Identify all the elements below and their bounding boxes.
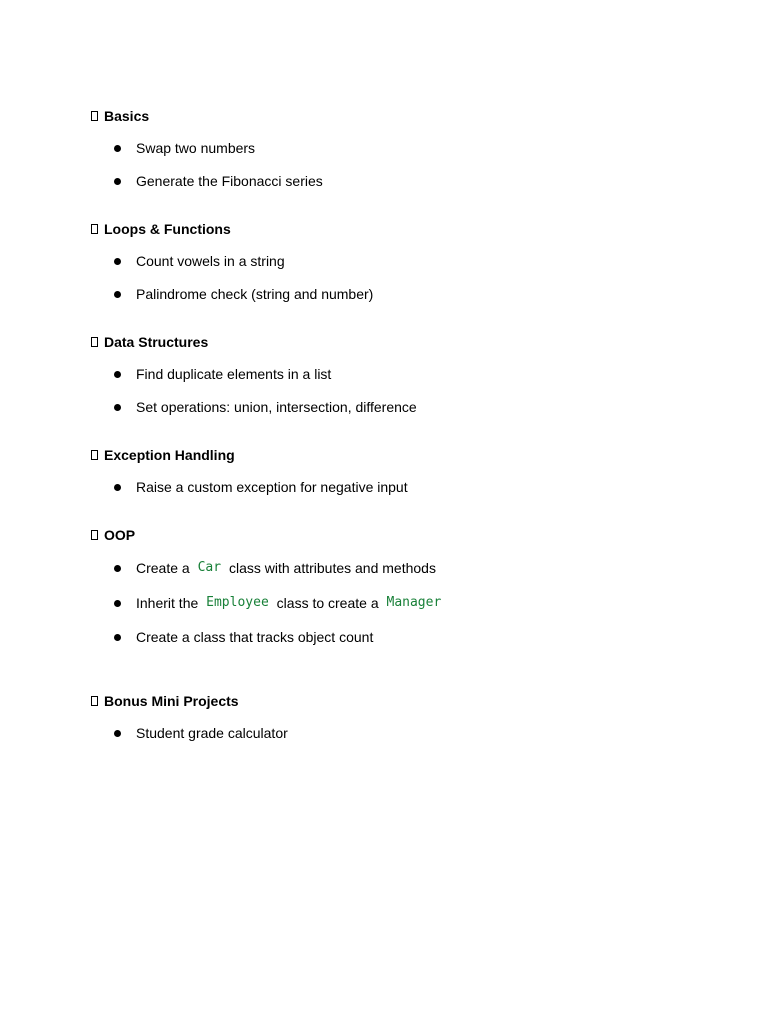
item-text: Inherit the — [136, 595, 203, 611]
list-item — [113, 397, 417, 417]
item-text: Count vowels in a string — [136, 253, 285, 269]
bullet-icon — [114, 404, 121, 411]
list-item — [113, 138, 255, 158]
section-title: Data Structures — [104, 334, 209, 350]
section-title: Bonus Mini Projects — [104, 693, 239, 709]
section-oop — [91, 525, 711, 645]
bullet-icon — [114, 484, 121, 491]
list-item — [113, 477, 408, 497]
section-data-structures — [91, 332, 711, 415]
list-item — [113, 723, 288, 743]
box-icon — [91, 337, 98, 347]
section-title: Basics — [104, 108, 150, 124]
box-icon — [91, 450, 98, 460]
item-text: class to create a — [272, 595, 383, 611]
bullet-icon — [114, 291, 121, 298]
list-item — [113, 251, 285, 271]
section-heading — [91, 332, 711, 352]
item-text: Find duplicate elements in a list — [136, 366, 332, 382]
item-text: Raise a custom exception for negative input — [136, 479, 408, 495]
list-item — [113, 558, 436, 578]
section-title: Exception Handling — [104, 447, 235, 463]
inline-code: Car — [197, 560, 222, 575]
list-item — [113, 627, 373, 647]
list-item — [113, 593, 441, 613]
item-text: Set operations: union, intersection, difference — [136, 399, 417, 415]
bullet-icon — [114, 565, 121, 572]
section-exception-handling — [91, 445, 711, 495]
item-text: Create a class that tracks object count — [136, 629, 374, 645]
section-title: OOP — [104, 527, 136, 543]
item-text: Swap two numbers — [136, 140, 256, 156]
section-title: Loops & Functions — [104, 221, 231, 237]
bullet-icon — [114, 145, 121, 152]
inline-code: Employee — [206, 595, 269, 610]
item-text: Create a — [136, 560, 194, 576]
bullet-icon — [114, 634, 121, 641]
item-text: Student grade calculator — [136, 725, 288, 741]
item-text: Palindrome check (string and number) — [136, 286, 374, 302]
section-bonus-mini-projects — [91, 691, 711, 741]
bullet-icon — [114, 371, 121, 378]
item-text: class with attributes and methods — [225, 560, 436, 576]
section-heading — [91, 106, 711, 126]
section-heading — [91, 525, 711, 545]
box-icon — [91, 696, 98, 706]
inline-code: Manager — [386, 595, 442, 610]
box-icon — [91, 530, 98, 540]
bullet-icon — [114, 258, 121, 265]
box-icon — [91, 224, 98, 234]
section-heading — [91, 691, 711, 711]
list-item — [113, 171, 323, 191]
section-basics — [91, 106, 711, 189]
section-heading — [91, 445, 711, 465]
bullet-icon — [114, 178, 121, 185]
section-heading — [91, 219, 711, 239]
list-item — [113, 284, 373, 304]
bullet-icon — [114, 600, 121, 607]
item-text: Generate the Fibonacci series — [136, 173, 323, 189]
box-icon — [91, 111, 98, 121]
list-item — [113, 364, 331, 384]
section-loops-functions — [91, 219, 711, 302]
bullet-icon — [114, 730, 121, 737]
